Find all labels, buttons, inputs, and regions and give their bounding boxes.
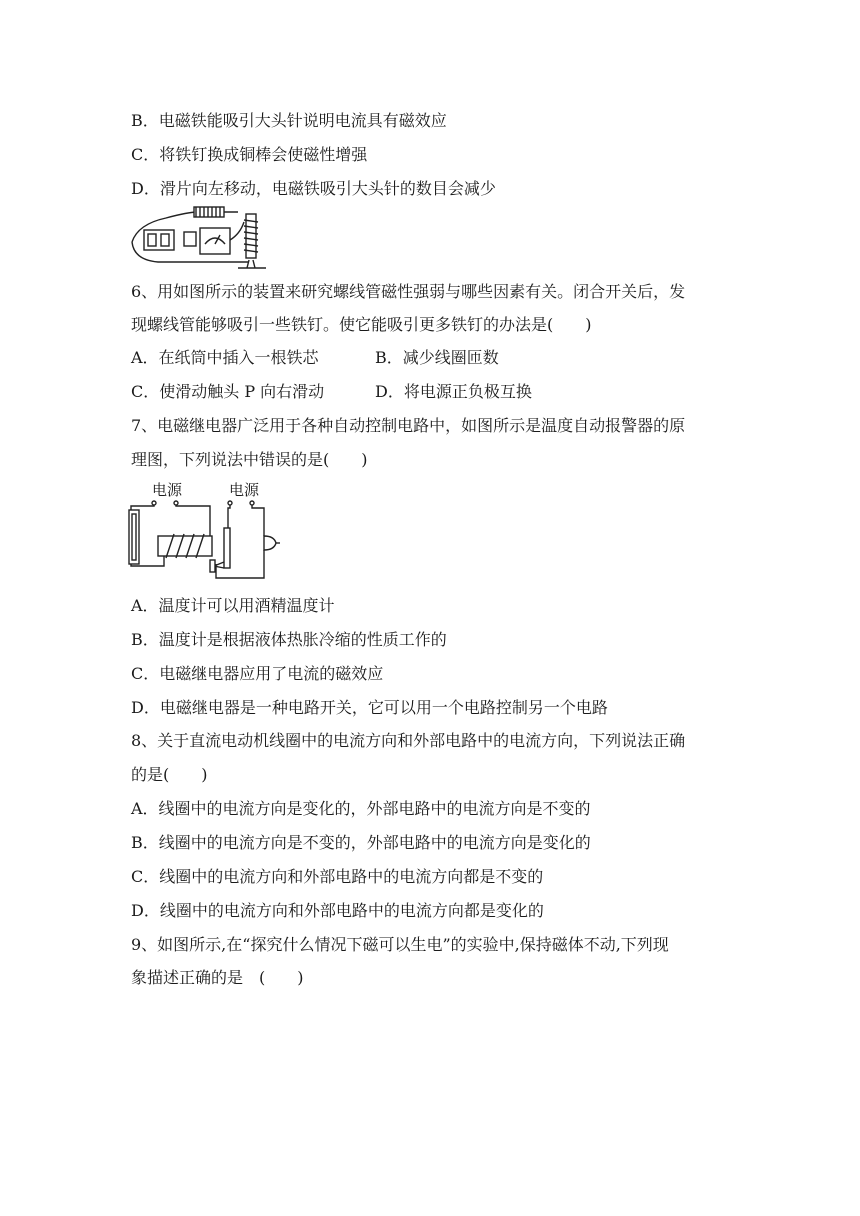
q6-stem-line2: 现螺线管能够吸引一些铁钉。使它能吸引更多铁钉的办法是( ): [131, 315, 592, 334]
q7-stem-line2: 理图，下列说法中错误的是( ): [131, 450, 368, 469]
q9-stem-line1: 9、如图所示,在“探究什么情况下磁可以生电”的实验中,保持磁体不动,下列现: [131, 935, 669, 954]
q7-figure-label-left: 电源: [152, 481, 183, 499]
q8-stem-line1: 8、关于直流电动机线圈中的电流方向和外部电路中的电流方向，下列说法正确: [131, 731, 686, 750]
q8-option-a: A．线圈中的电流方向是变化的，外部电路中的电流方向是不变的: [131, 799, 591, 818]
q5-option-b: B．电磁铁能吸引大头针说明电流具有磁效应: [131, 111, 447, 130]
q9-stem-line2: 象描述正确的是 ( ): [131, 968, 304, 987]
q5-option-d: D．滑片向左移动，电磁铁吸引大头针的数目会减少: [131, 179, 496, 198]
q7-option-a: A．温度计可以用酒精温度计: [131, 596, 335, 615]
q6-stem-line1: 6、用如图所示的装置来研究螺线管磁性强弱与哪些因素有关。闭合开关后，发: [131, 282, 686, 301]
q8-stem-line2: 的是( ): [131, 765, 208, 784]
q6-option-a: A．在纸筒中插入一根铁芯: [131, 348, 319, 367]
q5-option-c: C．将铁钉换成铜棒会使磁性增强: [131, 145, 368, 164]
q7-relay-figure: [128, 480, 288, 582]
q6-option-c: C．使滑动触头 P 向右滑动: [131, 382, 325, 401]
q7-option-b: B．温度计是根据液体热胀冷缩的性质工作的: [131, 630, 447, 649]
q6-option-b: B．减少线圈匝数: [375, 348, 499, 367]
q8-option-c: C．线圈中的电流方向和外部电路中的电流方向都是不变的: [131, 867, 544, 886]
q7-option-d: D．电磁继电器是一种电路开关，它可以用一个电路控制另一个电路: [131, 698, 608, 717]
q7-stem-line1: 7、电磁继电器广泛用于各种自动控制电路中，如图所示是温度自动报警器的原: [131, 416, 686, 435]
q5-circuit-figure: [128, 204, 268, 272]
q8-option-d: D．线圈中的电流方向和外部电路中的电流方向都是变化的: [131, 901, 544, 920]
q7-option-c: C．电磁继电器应用了电流的磁效应: [131, 664, 384, 683]
q8-option-b: B．线圈中的电流方向是不变的，外部电路中的电流方向是变化的: [131, 833, 591, 852]
q7-circuit-drawing: [128, 480, 288, 582]
q6-option-d: D．将电源正负极互换: [375, 382, 532, 401]
q7-figure-label-right: 电源: [229, 481, 260, 499]
